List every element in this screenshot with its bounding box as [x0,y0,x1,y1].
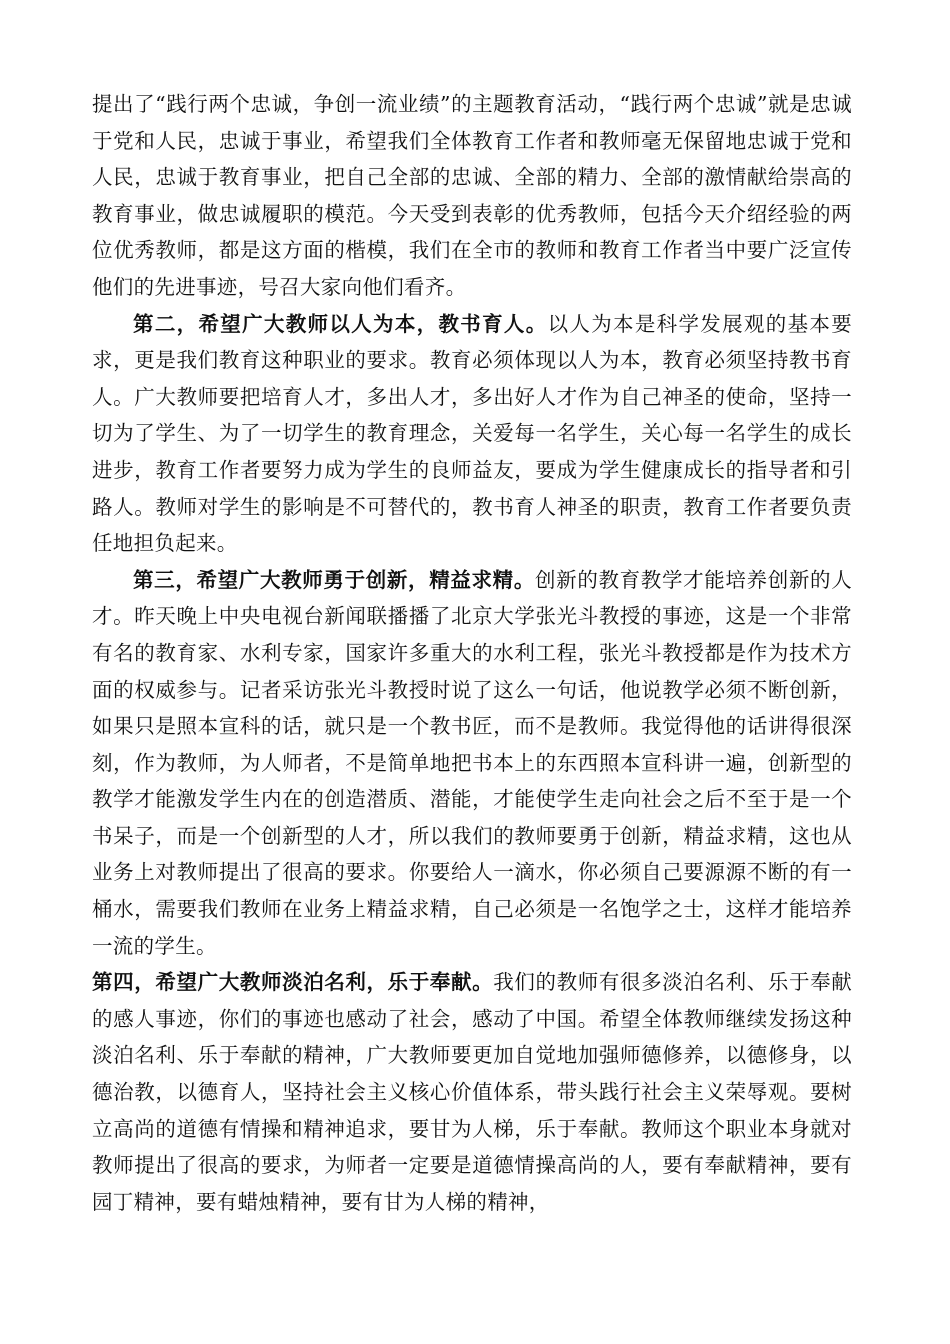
paragraph-4 [92,964,852,1220]
paragraph-4-text: 我们的教师有很多淡泊名利、乐于奉献的感人事迹，你们的事迹也感动了社会，感动了中国。希望全体教师继续发扬这种淡泊名利、乐于奉献的精神，广大教师要更加自觉地加强师德修养，以德修身，以德治教，以德育人，坚持社会主义核心价值体系，带头践行社会主义荣辱观。要树立高尚的道德有情操和精神追求，要甘为人梯，乐于奉献。教师这个职业本身就对教师提出了很高的要求，为师者一定要是道德情操高尚的人，要有奉献精神，要有园丁精神，要有蜡烛精神，要有甘为人梯的精神， [92,970,852,1214]
document-page [92,86,852,1220]
paragraph-1 [92,86,852,306]
paragraph-4-heading: 第四，希望广大教师淡泊名利，乐于奉献。 [92,970,494,995]
paragraph-3-text: 创新的教育教学才能培养创新的人才。昨天晚上中央电视台新闻联播播了北京大学张光斗教授的事迹，这是一个非常有名的教育家、水利专家，国家许多重大的水利工程，张光斗教授都是作为技术方面的权威参与。记者采访张光斗教授时说了这么一句话，他说教学必须不断创新，如果只是照本宣科的话，就只是一个教书匠，而不是教师。我觉得他的话讲得很深刻，作为教师，为人师者，不是简单地把书本上的东西照本宣科讲一遍，创新型的教学才能激发学生内在的创造潜质、潜能，才能使学生走向社会之后不至于是一个书呆子，而是一个创新型的人才，所以我们的教师要勇于创新，精益求精，这也从业务上对教师提出了很高的要求。你要给人一滴水，你必须自己要源源不断的有一桶水，需要我们教师在业务上精益求精，自己必须是一名饱学之士，这样才能培养一流的学生。 [92,567,853,958]
paragraph-3-heading: 第三，希望广大教师勇于创新，精益求精。 [133,567,535,592]
paragraph-2-text: 以人为本是科学发展观的基本要求，更是我们教育这种职业的要求。教育必须体现以人为本，教育必须坚持教书育人。广大教师要把培育人才，多出人才，多出好人才作为自己神圣的使命，坚持一切为了学生、为了一切学生的教育理念，关爱每一名学生，关心每一名学生的成长进步，教育工作者要努力成为学生的良师益友，要成为学生健康成长的指导者和引路人。教师对学生的影响是不可替代的，教书育人神圣的职责，教育工作者要负责任地担负起来。 [92,311,853,556]
paragraph-2-heading: 第二，希望广大教师以人为本，教书育人。 [133,311,548,336]
paragraph-3 [92,562,852,965]
paragraph-1-text: 提出了“践行两个忠诚，争创一流业绩”的主题教育活动，“践行两个忠诚”就是忠诚于党和人民，忠诚于事业，希望我们全体教育工作者和教师毫无保留地忠诚于党和人民，忠诚于教育事业，把自己全部的忠诚、全部的精力、全部的激情献给崇高的教育事业，做忠诚履职的模范。今天受到表彰的优秀教师，包括今天介绍经验的两位优秀教师，都是这方面的楷模，我们在全市的教师和教育工作者当中要广泛宣传他们的先进事迹，号召大家向他们看齐。 [92,92,852,299]
paragraph-2 [92,306,852,562]
